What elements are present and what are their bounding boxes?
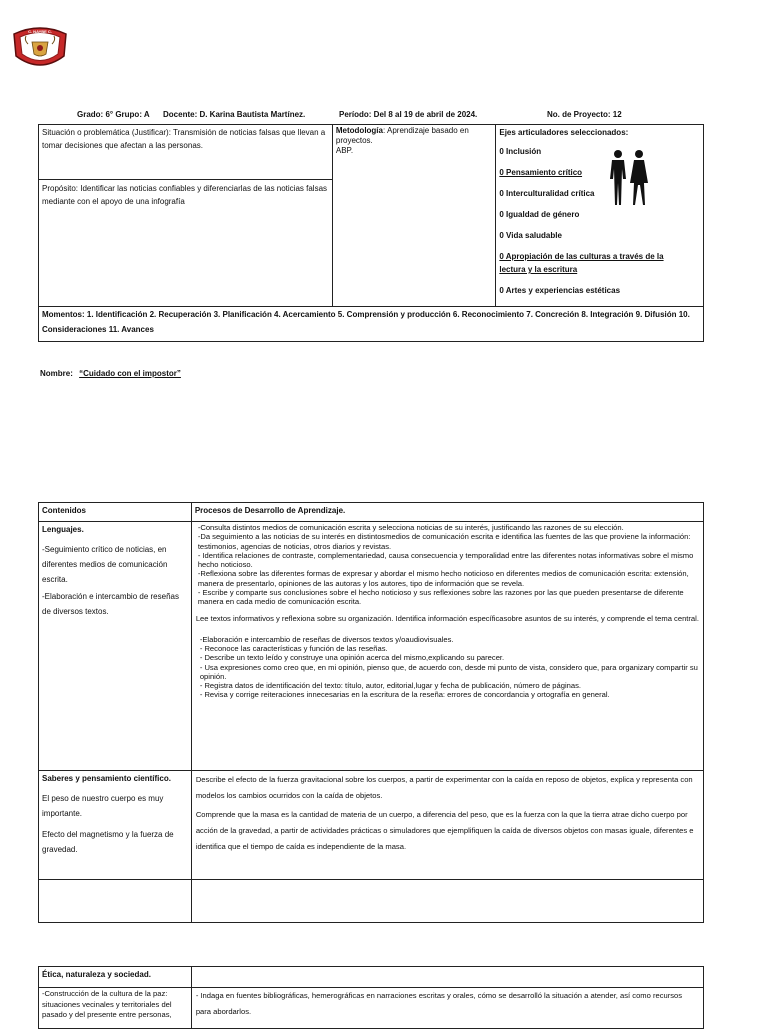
proceso-item: -Da seguimiento a las noticias de su interés en distintosmedios de comunicación escrita e identifica las fuentes de las que proviene la información: testimonios, agencias de noticias, otros diarios y revistas. <box>197 532 691 551</box>
empty-cell <box>191 880 703 923</box>
proceso-item: - Identifica relaciones de contraste, complementariedad, causa consecuencia y temporalidad entre las diferentes notas informativas sobre el mismo hecho noticioso. <box>197 550 694 570</box>
lenguajes-contenido-2: -Elaboración e intercambio de reseñas de diversos textos. <box>42 592 179 616</box>
saberes-title: Saberes y pensamiento científico. <box>42 774 171 783</box>
saberes-contenido-2: Efecto del magnetismo y la fuerza de gravedad. <box>42 830 174 854</box>
ejes-title: Ejes articuladores seleccionados: <box>499 128 629 137</box>
saberes-proceso-2: Comprende que la masa es la cantidad de materia de un cuerpo, a diferencia del peso, que es la fuerza con la que la tierra atrae dicho cuerpo por acción de la gravedad, a partir de actividades prácticas o simuladores que ejemplifiquen la caída de diversos objetos con masas iguale, diferentes e identifica que el tiempo de caída es independiente de la masa. <box>195 810 694 851</box>
eje-interculturalidad: 0 Interculturalidad crítica <box>499 189 595 198</box>
project-plan-table <box>38 124 704 342</box>
periodo: Período: Del 8 al 19 de abril de 2024. <box>339 110 478 119</box>
etica-table <box>38 966 704 1029</box>
momentos-cell <box>39 307 704 342</box>
etica-procesos <box>191 988 703 1029</box>
col-procesos-header: Procesos de Desarrollo de Aprendizaje. <box>191 503 703 522</box>
gender-equality-icon <box>608 149 650 212</box>
ejes-cell <box>496 125 704 307</box>
etica-title-cell <box>39 967 192 988</box>
lenguajes-title: Lenguajes. <box>42 525 84 534</box>
resena-item: -Elaboración e intercambio de reseñas de diversos textos y/oaudiovisuales. <box>199 634 454 644</box>
saberes-contenidos <box>39 771 192 880</box>
resena-item: - Usa expresiones como creo que, en mi opinión, pienso que, de acuerdo con, desde mi punto de vista, considero que, para organizary compartir su opinión. <box>199 662 698 681</box>
logo-text: C. NAYBE C. <box>28 29 52 34</box>
etica-contenidos <box>39 988 192 1029</box>
eje-igualdad-genero: 0 Igualdad de género <box>499 210 580 219</box>
col-contenidos-header: Contenidos <box>39 503 192 522</box>
nombre-label: Nombre: <box>40 369 73 378</box>
resena-item: - Revisa y corrige reiteraciones innecesarias en la escritura de la reseña: errores de concordancia y ortografía en general. <box>199 690 610 700</box>
metodologia-cell <box>332 125 495 307</box>
eje-pensamiento-critico: 0 Pensamiento crítico <box>499 168 583 177</box>
proposito: Propósito: Identificar las noticias confiables y diferenciarlas de las noticias falsas mediante con el apoyo de una infografía <box>42 184 328 206</box>
situacion-proposito-cell <box>39 125 333 307</box>
empty-cell <box>39 880 192 923</box>
etica-title: Ética, naturaleza y sociedad. <box>42 970 151 979</box>
etica-header-empty <box>191 967 703 988</box>
eje-apropiacion-culturas: 0 Apropiación de las culturas a través de la lectura y la escritura <box>499 252 664 274</box>
contenidos-table <box>38 502 704 923</box>
resena-item: - Reconoce las características y función de las reseñas. <box>199 643 388 653</box>
lenguajes-procesos <box>191 522 703 771</box>
numero-proyecto: No. de Proyecto: 12 <box>547 110 622 119</box>
metodologia-abbr: ABP. <box>335 146 354 155</box>
momentos: Momentos: 1. Identificación 2. Recuperación 3. Planificación 4. Acercamiento 5. Comprensión y producción 6. Reconocimiento 7. Concreción 8. Integración 9. Difusión 10. Consideraciones 11. Avances <box>42 310 690 334</box>
proceso-item: - Escribe y comparte sus conclusiones sobre el hecho noticioso y sus reflexiones sobre las razones por las que pueden presentarse de diferente manera en cada medio de comunicación escrita. <box>197 588 684 607</box>
proceso-item: -Reflexiona sobre las diferentes formas de expresar y abordar el mismo hecho noticioso en diferentes medios de comunicación escrita: extensión, manera de presentarlo, opiniones de las autoras y los autores, tipo de información que se revela. <box>197 569 689 588</box>
proceso-item: -Consulta distintos medios de comunicación escrita y selecciona noticias de su interés, justificando las razones de su elección. <box>197 523 624 532</box>
lenguajes-contenidos <box>39 522 192 771</box>
saberes-proceso-1: Describe el efecto de la fuerza gravitacional sobre los cuerpos, a partir de experimentar con la caída en reposo de objetos, explica y representa con modelos los cambios ocurridos con la caída de objetos. <box>195 775 693 800</box>
eje-inclusion: 0 Inclusión <box>499 147 542 156</box>
resena-item: - Describe un texto leído y construye una opinión acerca del mismo,explicando su parecer. <box>199 653 505 663</box>
metodologia-label: Metodología <box>335 126 383 135</box>
eje-artes: 0 Artes y experiencias estéticas <box>499 286 621 295</box>
nombre-proyecto <box>40 369 181 378</box>
metodologia-text: : Aprendizaje basado en proyectos. <box>335 126 469 145</box>
saberes-contenido-1: El peso de nuestro cuerpo es muy importante. <box>42 794 164 818</box>
lenguajes-contenido-1: -Seguimiento crítico de noticias, en diferentes medios de comunicación escrita. <box>42 545 168 584</box>
situacion: Situación o problemática (Justificar): Transmisión de noticias falsas que llevan a tomar decisiones que afectan a las personas. <box>39 125 332 180</box>
docente: Docente: D. Karina Bautista Martínez. <box>163 110 306 119</box>
etica-proceso-1: - Indaga en fuentes bibliográficas, hemerográficas en narraciones escritas y orales, cómo se desarrolló la situación a atender, así como recursos para abordarlos. <box>195 991 683 1016</box>
grado-grupo: Grado: 6° Grupo: A <box>77 110 150 119</box>
saberes-procesos <box>191 771 703 880</box>
nombre-value: “Cuidado con el impostor” <box>79 369 181 378</box>
eje-vida-saludable: 0 Vida saludable <box>499 231 562 240</box>
etica-contenido-1: -Construcción de la cultura de la paz: situaciones vecinales y territoriales del pasado y del presente entre personas, <box>42 989 172 1019</box>
resena-item: - Registra datos de identificación del texto: título, autor, editorial,lugar y fecha de publicación, número de páginas. <box>199 681 581 691</box>
lee-textos: Lee textos informativos y reflexiona sobre su organización. Identifica información específicasobre asuntos de su interés, y comprende el tema central. <box>195 613 699 623</box>
